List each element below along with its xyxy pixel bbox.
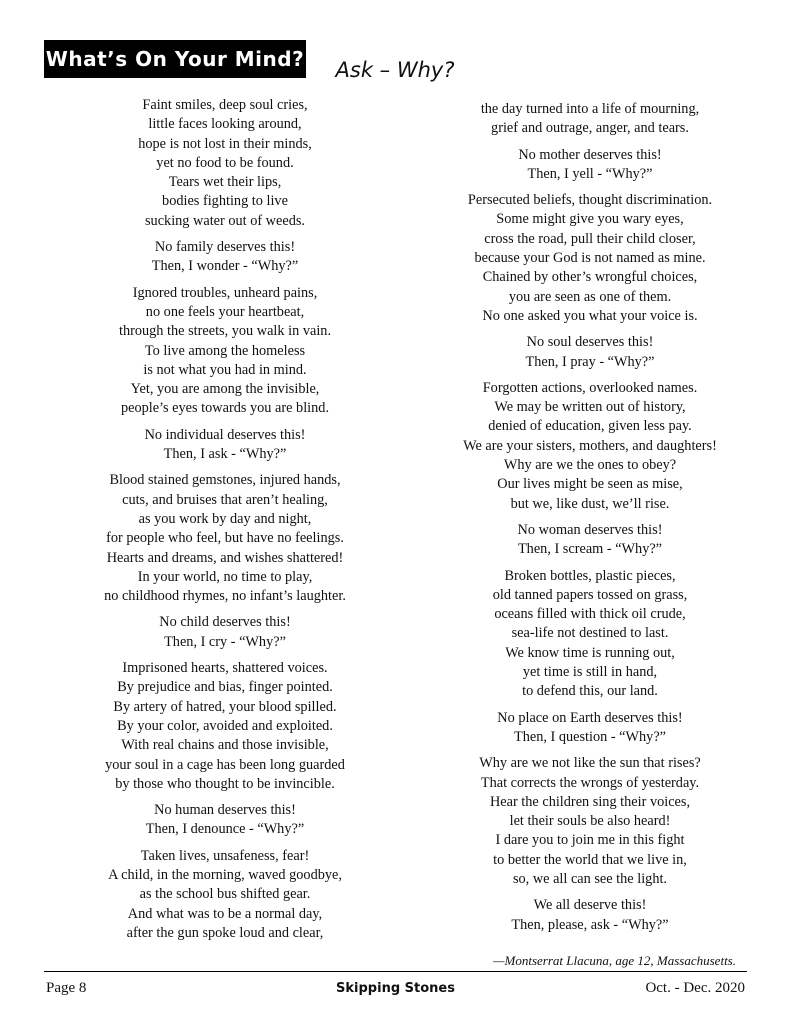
poem-stanza	[55, 659, 395, 794]
poem-line: Then, I wonder - “Why?”	[151, 258, 299, 275]
poem-line: Blood stained gemstones, injured hands,	[109, 472, 341, 489]
poem-line: through the streets, you walk in vain.	[118, 323, 332, 340]
poem-line: Then, I question - “Why?”	[513, 728, 667, 745]
poem-line: No soul deserves this!	[526, 334, 654, 351]
poem-line: Tears wet their lips,	[168, 174, 282, 191]
poem-line: sea-life not destined to last.	[511, 625, 669, 642]
footer-issue-date: Oct. - Dec. 2020	[645, 980, 745, 996]
poem-line: Then, I pray - “Why?”	[525, 353, 655, 370]
poem-line: Faint smiles, deep soul cries,	[142, 97, 308, 113]
poem-line: Broken bottles, plastic pieces,	[504, 567, 676, 584]
poem-line: And what was to be a normal day,	[127, 905, 323, 922]
poem-stanza	[55, 238, 395, 277]
poem-line: No place on Earth deserves this!	[497, 709, 683, 726]
poem-stanza	[55, 284, 395, 419]
poem-line: your soul in a cage has been long guarded	[105, 756, 345, 773]
poem-stanza	[55, 613, 395, 652]
poem-line: Then, please, ask - “Why?”	[511, 916, 669, 933]
poem-line: To live among the homeless	[144, 342, 306, 359]
poem-stanza	[420, 191, 760, 326]
poem-stanza	[420, 146, 760, 185]
poem-line: Hear the children sing their voices,	[489, 793, 691, 810]
poem-line: by those who thought to be invincible.	[115, 775, 335, 792]
poem-stanza	[420, 567, 760, 702]
poem-line: as the school bus shifted gear.	[139, 886, 311, 903]
poem-stanza	[420, 333, 760, 372]
poem-stanza	[420, 754, 760, 889]
poem-stanza	[55, 801, 395, 840]
poem-line: Why are we the ones to obey?	[503, 457, 677, 474]
poem-line: Then, I yell - “Why?”	[527, 165, 653, 182]
poem-line: sucking water out of weeds.	[144, 212, 305, 229]
poem-line: By prejudice and bias, finger pointed.	[117, 679, 333, 696]
poem-line: By your color, avoided and exploited.	[117, 717, 333, 734]
poem-byline: —Montserrat Llacuna, age 12, Massachusetts.	[492, 953, 736, 968]
poem-line: after the gun spoke loud and clear,	[126, 924, 324, 941]
poem-line: We may be written out of history,	[494, 399, 686, 416]
poem-line: Why are we not like the sun that rises?	[479, 755, 701, 772]
poem-line: the day turned into a life of mourning,	[480, 101, 700, 117]
poem-line: Ignored troubles, unheard pains,	[132, 284, 318, 301]
poem-line: hope is not lost in their minds,	[138, 135, 312, 152]
poem-line: let their souls be also heard!	[509, 813, 671, 830]
poem-line: Hearts and dreams, and wishes shattered!	[106, 549, 344, 566]
poem-line: No individual deserves this!	[144, 426, 306, 443]
poem-line: Our lives might be seen as mise,	[497, 476, 683, 493]
poem-line: Taken lives, unsafeness, fear!	[140, 847, 310, 864]
poem-line: We know time is running out,	[505, 644, 675, 661]
poem-line: cross the road, pull their child closer,	[484, 230, 696, 247]
poem-line: No woman deserves this!	[517, 521, 663, 538]
poem-title: Ask – Why?	[335, 58, 455, 82]
poem-line: for people who feel, but have no feelings.	[106, 530, 344, 547]
poem-line: With real chains and those invisible,	[121, 737, 329, 754]
poem-line: That corrects the wrongs of yesterday.	[480, 774, 700, 791]
poem-line: little faces looking around,	[148, 116, 302, 133]
poem-line: Some might give you wary eyes,	[496, 211, 684, 228]
poem-stanza	[420, 896, 760, 935]
poem-line: as you work by day and night,	[138, 510, 312, 527]
poem-line: Then, I cry - “Why?”	[164, 633, 286, 650]
poem-right-column	[420, 100, 760, 942]
poem-line: A child, in the morning, waved goodbye,	[108, 866, 342, 883]
footer-page-number: Page 8	[46, 980, 87, 996]
footer-magazine-name: Skipping Stones	[336, 981, 455, 996]
poem-line: so, we all can see the light.	[512, 870, 668, 887]
poem-line: Then, I scream - “Why?”	[517, 541, 663, 558]
poem-line: oceans filled with thick oil crude,	[494, 606, 686, 623]
poem-left-column	[55, 96, 395, 950]
poem-line: no one feels your heartbeat,	[145, 303, 305, 320]
poem-stanza	[55, 96, 395, 231]
poem-line: I dare you to join me in this fight	[495, 832, 685, 849]
poem-stanza	[420, 379, 760, 514]
poem-line: yet no food to be found.	[156, 154, 294, 171]
poem-line: Chained by other’s wrongful choices,	[482, 269, 698, 286]
poem-line: Then, I ask - “Why?”	[163, 446, 287, 463]
poem-line: is not what you had in mind.	[143, 361, 307, 378]
poem-line: Persecuted beliefs, thought discrimination.	[467, 192, 713, 209]
poem-line: Yet, you are among the invisible,	[130, 381, 320, 398]
poem-line: No human deserves this!	[154, 802, 296, 819]
poem-line: no childhood rhymes, no infant’s laughter.	[104, 588, 346, 605]
poem-line: denied of education, given less pay.	[488, 418, 692, 435]
poem-stanza	[420, 100, 760, 139]
poem-line: No child deserves this!	[159, 614, 291, 631]
poem-stanza	[420, 521, 760, 560]
poem-line: you are seen as one of them.	[508, 288, 672, 305]
poem-line: Imprisoned hearts, shattered voices.	[122, 660, 328, 677]
poem-line: to defend this, our land.	[522, 683, 658, 700]
poem-line: yet time is still in hand,	[522, 664, 658, 681]
poem-line: grief and outrage, anger, and tears.	[491, 120, 689, 137]
poem-line: to better the world that we live in,	[493, 851, 687, 868]
poem-line: cuts, and bruises that aren’t healing,	[122, 491, 328, 508]
poem-line: In your world, no time to play,	[137, 568, 313, 585]
poem-line: Then, I denounce - “Why?”	[145, 821, 305, 838]
section-badge: What’s On Your Mind?	[44, 40, 306, 78]
poem-line: but we, like dust, we’ll rise.	[510, 495, 670, 512]
poem-line: people’s eyes towards you are blind.	[120, 400, 330, 417]
poem-line: No mother deserves this!	[518, 146, 662, 163]
poem-stanza	[420, 709, 760, 748]
poem-line: No family deserves this!	[154, 239, 296, 256]
poem-line: We all deserve this!	[533, 897, 647, 914]
poem-line: By artery of hatred, your blood spilled.	[113, 698, 337, 715]
poem-line: because your God is not named as mine.	[474, 250, 706, 267]
poem-stanza	[55, 471, 395, 606]
poem-line: bodies fighting to live	[162, 193, 288, 210]
poem-line: Forgotten actions, overlooked names.	[482, 379, 698, 396]
poem-line: old tanned papers tossed on grass,	[492, 586, 688, 603]
footer-divider	[44, 971, 747, 972]
poem-stanza	[55, 847, 395, 943]
poem-line: No one asked you what your voice is.	[482, 307, 698, 324]
poem-line: We are your sisters, mothers, and daughters!	[463, 437, 717, 454]
poem-stanza	[55, 426, 395, 465]
